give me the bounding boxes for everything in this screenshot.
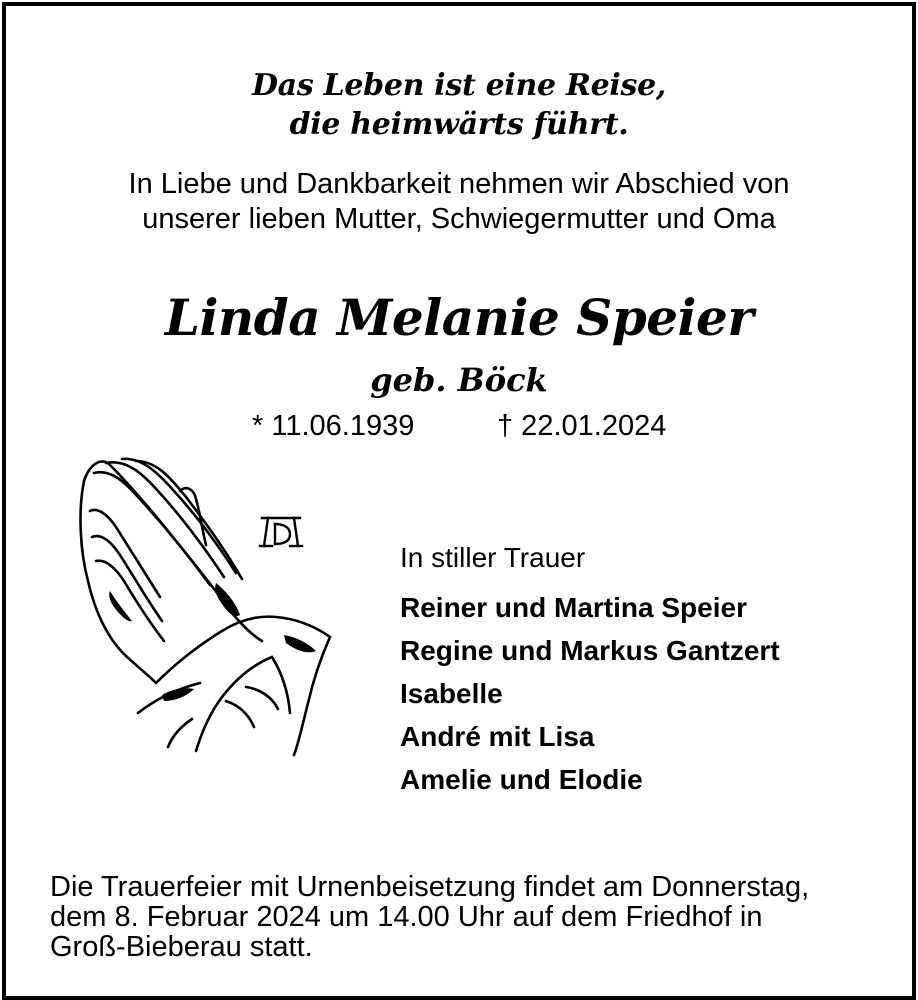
deceased-name: Linda Melanie Speier	[164, 288, 754, 347]
intro-line-2: unserer lieben Mutter, Schwiegermutter und Oma	[142, 203, 776, 235]
motto-line-2: die heimwärts führt.	[289, 107, 629, 142]
ceremony-line-2: dem 8. Februar 2024 um 14.00 Uhr auf dem Friedhof in	[50, 901, 763, 933]
ceremony-line-1: Die Trauerfeier mit Urnenbeisetzung findet am Donnerstag,	[50, 871, 810, 903]
obituary-notice	[2, 2, 916, 1000]
mourner-name: André mit Lisa	[400, 721, 595, 752]
mourner-name: Reiner und Martina Speier	[400, 592, 747, 623]
praying-hands-icon	[76, 451, 346, 761]
mourner-name: Isabelle	[400, 678, 503, 709]
ceremony-info	[50, 872, 809, 962]
mourners-list	[400, 586, 780, 801]
duerer-monogram-icon	[258, 510, 304, 550]
mourner-name: Amelie und Elodie	[400, 764, 643, 795]
death-date: † 22.01.2024	[497, 410, 667, 442]
intro-line-1: In Liebe und Dankbarkeit nehmen wir Abschied von	[128, 168, 790, 200]
birth-date: * 11.06.1939	[252, 410, 415, 442]
mourning-heading: In stiller Trauer	[400, 542, 586, 573]
motto-line-1: Das Leben ist eine Reise,	[251, 68, 667, 103]
maiden-name: geb. Böck	[370, 361, 548, 399]
mourner-name: Regine und Markus Gantzert	[400, 635, 780, 666]
ceremony-line-3: Groß-Bieberau statt.	[50, 931, 313, 963]
